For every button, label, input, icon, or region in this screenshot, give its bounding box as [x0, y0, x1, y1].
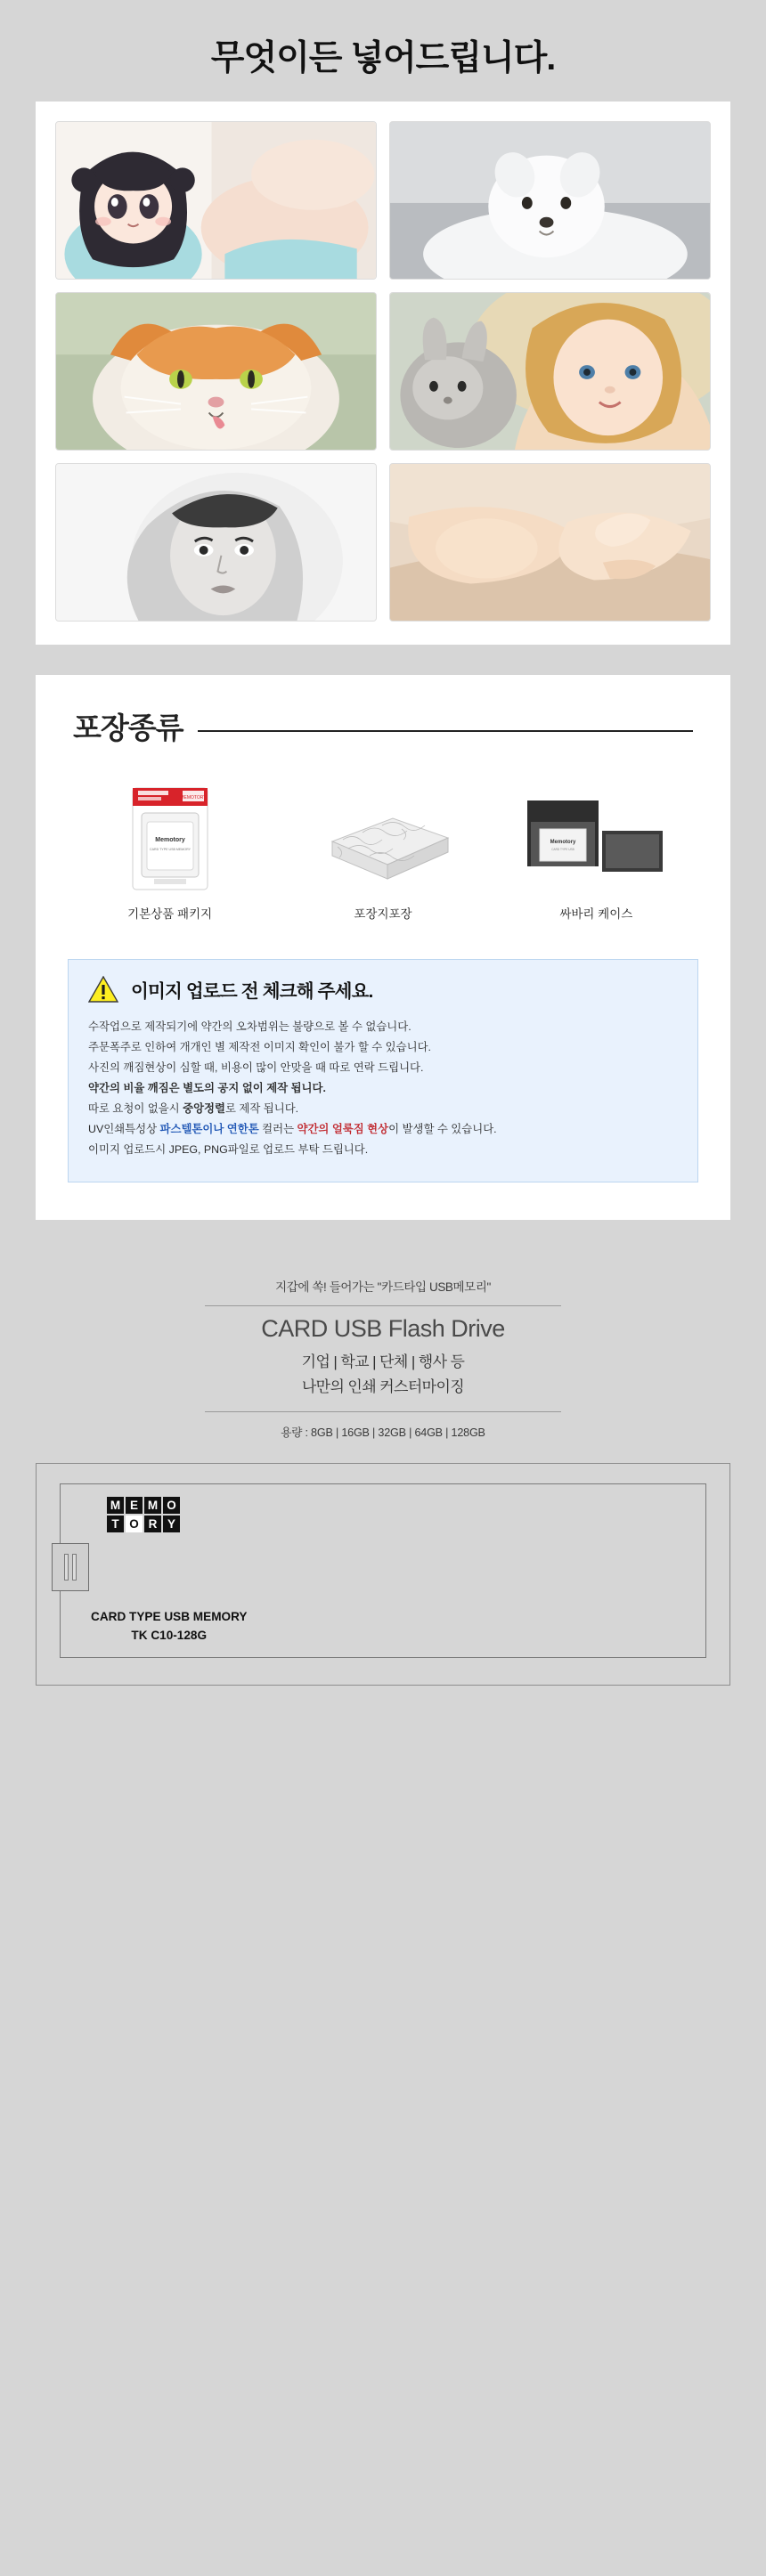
notice-header	[88, 976, 678, 1003]
card-line-2: TK C10-128G	[131, 1628, 208, 1642]
logo-char: M	[107, 1497, 124, 1514]
card-outline	[60, 1483, 706, 1658]
logo-char: O	[126, 1516, 143, 1532]
usb-pin	[72, 1554, 77, 1581]
section-any-image	[0, 0, 766, 675]
notice-line-emphasis-blue: 파스텔톤이나 연한톤	[159, 1123, 263, 1136]
notice-line	[88, 1140, 678, 1160]
product-kicker: 지갑에 쏙! 들어가는 "카드타입 USB메모리"	[275, 1280, 491, 1295]
card-line-1: CARD TYPE USB MEMORY	[91, 1609, 248, 1623]
usb-connector-tab	[52, 1543, 89, 1591]
page-title: 무엇이든 넣어드립니다.	[210, 39, 556, 77]
photo-anime-girl	[55, 121, 377, 280]
logo-char: M	[144, 1497, 161, 1514]
notice-line-text: 이미지 업로드시 JPEG, PNG파일로 업로드 부탁 드립니다.	[88, 1143, 369, 1157]
memotory-logo	[107, 1497, 180, 1532]
blister-package-thumb	[68, 786, 272, 891]
list-item-caption: 포장지포장	[354, 907, 412, 921]
notice-line-text: 로 제작 됩니다.	[224, 1102, 299, 1116]
svg-text:CARD TYPE USB MEMORY: CARD TYPE USB MEMORY	[149, 848, 191, 851]
notice-line-text: 컬러는	[262, 1123, 297, 1136]
photo-girl-with-rabbit	[389, 292, 711, 451]
logo-row	[107, 1516, 180, 1532]
notice-line-text: 약간의 비율 깨짐은 별도의 공지 없이 제작 됩니다.	[88, 1082, 326, 1095]
section-product-intro	[0, 1250, 766, 1715]
packaging-title-row	[68, 705, 698, 752]
card-bottom-text	[91, 1607, 247, 1645]
list-item	[494, 786, 698, 922]
photo-cat	[55, 292, 377, 451]
packaging-item-list	[68, 786, 698, 922]
notice-line-text: 따로 요청이 없을시	[88, 1102, 183, 1116]
svg-text:CARD TYPE USB: CARD TYPE USB	[551, 848, 575, 851]
list-item-caption: 싸바리 케이스	[559, 907, 633, 921]
notice-line	[88, 1017, 678, 1037]
svg-text:Memotory: Memotory	[550, 840, 576, 845]
notice-line-text: 주문폭주로 인하여 개개인 별 제작전 이미지 확인이 불가 할 수 있습니다.	[88, 1041, 431, 1054]
notice-line	[88, 1119, 678, 1140]
photo-panel	[36, 102, 730, 645]
logo-row	[107, 1497, 180, 1514]
title-divider	[198, 730, 693, 732]
product-subtitle-1: 기업 | 학교 | 단체 | 행사 등	[301, 1353, 465, 1371]
notice-line	[88, 1037, 678, 1058]
logo-char: R	[144, 1516, 161, 1532]
photo-baby-hand	[389, 463, 711, 622]
product-title: CARD USB Flash Drive	[261, 1315, 505, 1343]
spacer-band-1	[0, 645, 766, 675]
notice-line	[88, 1058, 678, 1078]
notice-line-emphasis: 중앙정렬	[183, 1102, 225, 1116]
rigid-box-case-thumb	[494, 786, 698, 891]
notice-line-text: 이 발생할 수 있습니다.	[388, 1123, 497, 1136]
notice-line-text: 사진의 깨짐현상이 심할 때, 비용이 많이 안맞을 때 따로 연락 드립니다.	[88, 1061, 424, 1075]
logo-char: Y	[163, 1516, 180, 1532]
wrapping-paper-package-thumb	[281, 786, 485, 891]
card-product-mock	[36, 1463, 730, 1686]
logo-char: O	[163, 1497, 180, 1514]
logo-char: T	[107, 1516, 124, 1532]
notice-line	[88, 1099, 678, 1119]
list-item-caption: 기본상품 패키지	[127, 907, 213, 921]
photo-white-puppy	[389, 121, 711, 280]
spacer-band-2	[0, 1220, 766, 1250]
notice-line-emphasis-red: 약간의 얼룩짐 현상	[297, 1123, 389, 1136]
photo-grid	[55, 121, 711, 622]
usb-pin	[64, 1554, 69, 1581]
notice-line	[88, 1078, 678, 1099]
packaging-title: 포장종류	[73, 711, 183, 744]
list-item	[68, 786, 272, 922]
notice-heading: 이미지 업로드 전 체크해 주세요.	[131, 981, 373, 1002]
footer-spacer	[0, 1716, 766, 1741]
warning-triangle-icon	[88, 976, 118, 1003]
photo-woman-portrait	[55, 463, 377, 622]
product-capacity-text: 용량 : 8GB | 16GB | 32GB | 64GB | 128GB	[281, 1426, 485, 1439]
list-item	[281, 786, 485, 922]
notice-line-text: UV인쇄특성상	[88, 1123, 160, 1136]
notice-line-list	[88, 1017, 678, 1160]
product-subtitle-2: 나만의 인쇄 커스터마이징	[301, 1377, 465, 1395]
upload-notice-box	[68, 959, 698, 1182]
notice-line-text: 수작업으로 제작되기에 약간의 오차범위는 불량으로 볼 수 없습니다.	[88, 1020, 412, 1033]
logo-char: E	[126, 1497, 143, 1514]
section-packaging	[36, 675, 730, 1220]
svg-text:MEMOTORY: MEMOTORY	[180, 795, 207, 800]
svg-text:Memotory: Memotory	[154, 837, 185, 843]
